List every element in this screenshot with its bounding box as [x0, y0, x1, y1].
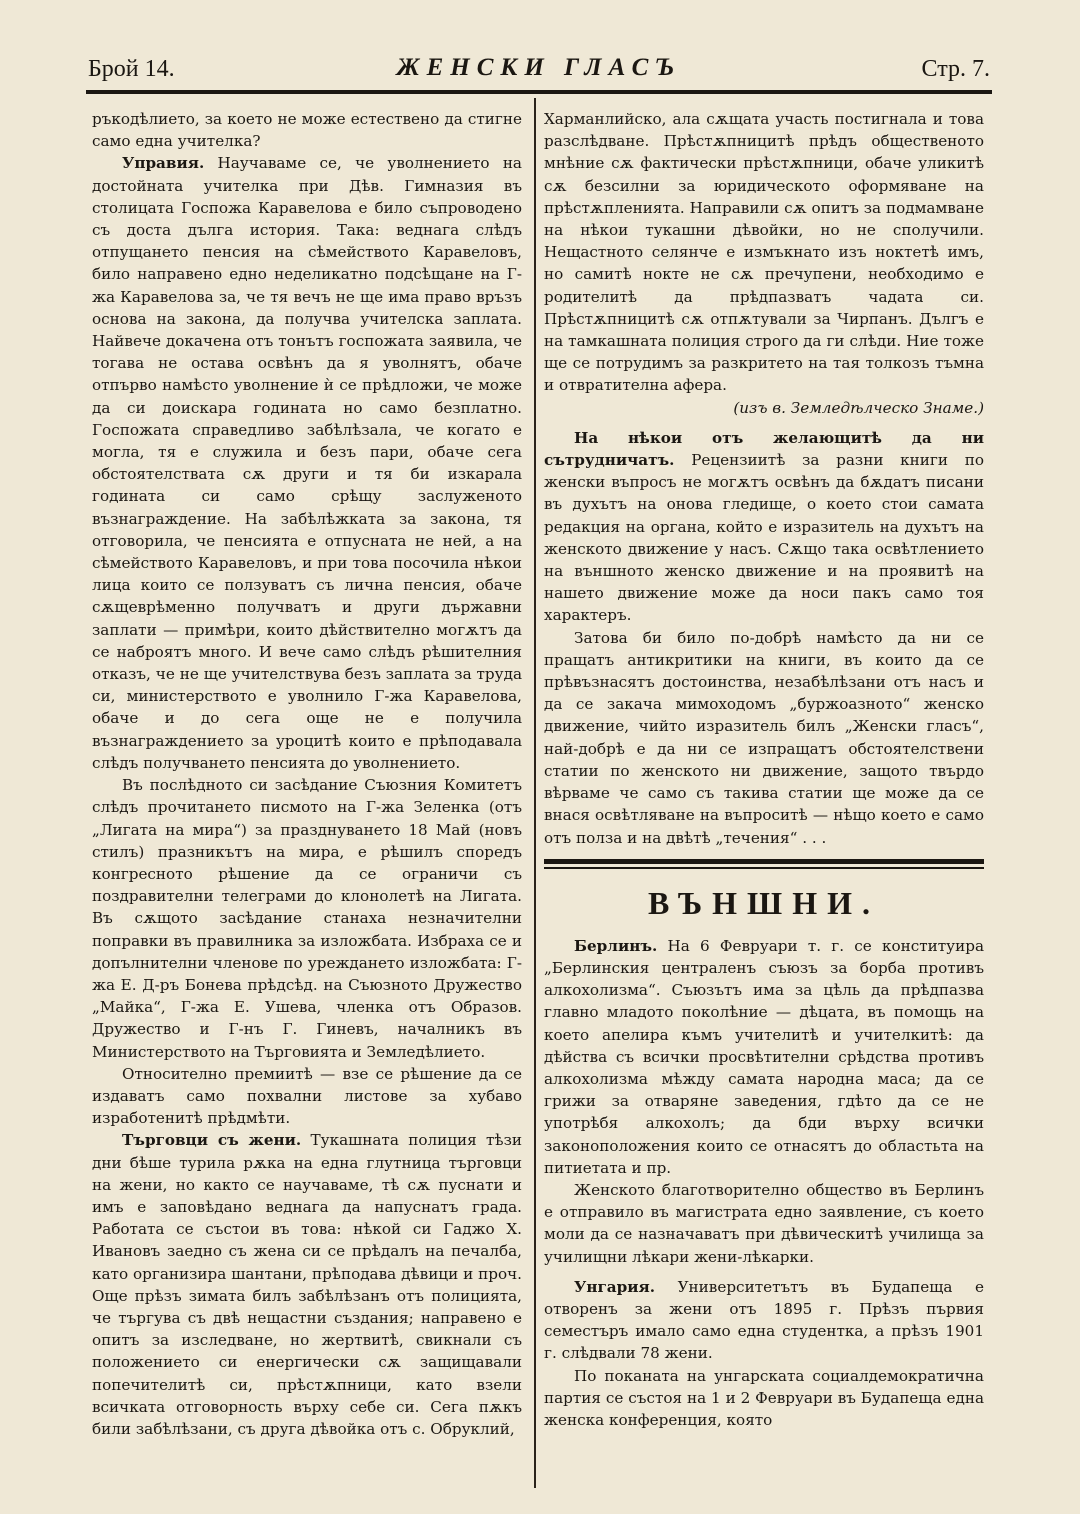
- page-number: Стр. 7.: [921, 56, 990, 82]
- paragraph: Унгария. Университетътъ въ Будапеща е отворенъ за жени отъ 1895 г. Прѣзъ първия семестъръ имало само една студентка, а прѣзъ 1901 г. слѣдвали 78 жени.: [544, 1277, 984, 1363]
- paragraph: Берлинъ. На 6 Февруари т. г. се конституира „Берлинския централенъ съюзъ за борба противъ алкохолизма“. Съюзътъ има за цѣль да прѣдпазва главно младото поколѣние — дѣцата, въ помощь на което апелира къмъ учителитѣ и учителкитѣ: да дѣйства съ всички просвѣтителни срѣдства противъ алкохолизма мѣжду самата народна маса; да се грижи за отваряне заведения, гдѣто да се не употрѣбя алкохолъ; да бди върху всички законоположения които се отнасятъ до областьта на питиетата и пр.: [544, 936, 984, 1177]
- paragraph: ръкодѣлието, за което не може естествено да стигне само една учителка?: [92, 110, 522, 151]
- header-rule: [86, 90, 992, 94]
- right-column: [544, 108, 984, 1431]
- paragraph: Въ послѣдното си засѣдание Съюзния Комитетъ слѣдъ прочитането писмото на Г-жа Зеленка (отъ „Лигата на мира“) за празднуването 18 Май (новъ стилъ) празникътъ на мира, е рѣшилъ споредъ конгресното рѣшение да се ограничи съ поздравителни телеграми до клонолетѣ на Лигата. Въ сѫщото засѣдание станаха незначителни поправки въ правилника за изложбата. Избраха се и допълнителни членове по уреждането изложбата: Г-жа Е. Д-ръ Бонева прѣдсѣд. на Съюзното Дружество „Майка“, Г-жа Е. Ушева, членка отъ Образов. Дружество и Г-нъ Г. Гиневъ, началникъ въ Министерството на Търговията и Земледѣлието.: [92, 776, 522, 1061]
- paragraph: Харманлийско, ала сѫщата участь постигнала и това разслѣдване. Прѣстѫпницитѣ прѣдъ общественото мнѣние сѫ фактически прѣстѫпници, обаче уликитѣ сѫ безсилни за юридическото оформяване на прѣстѫпленията. Направили сѫ опитъ за подмамване на нѣкои тукашни дѣвойки, но не сполучили. Нещастното селянче е измъкнато изъ ноктетѣ имъ, но самитѣ нокте не сѫ пречупени, необходимо е родителитѣ да прѣдпазватъ чадата си. Прѣстѫпницитѣ сѫ отпѫтували за Чирпанъ. Дългъ е на тамкашната полиция строго да ги слѣди. Ние тоже ще се потрудимъ за разкритето на тая толкозъ тъмна и отвратителна афера.: [544, 110, 984, 395]
- issue-number: Брой 14.: [88, 56, 175, 82]
- run-in-title: Берлинъ.: [574, 936, 658, 955]
- page-header: [88, 52, 990, 88]
- paragraph: По поканата на унгарската социалдемократична партия се състоя на 1 и 2 Февруари въ Будапеща една женска конференция, която: [544, 1366, 984, 1429]
- section-divider: [544, 859, 984, 869]
- paragraph: На нѣкои отъ желающитѣ да ни сътрудничатъ. Рецензиитѣ за разни книги по женски въпросъ не могѫтъ освѣнъ да бѫдатъ писани въ духътъ на онова гледище, о което стои самата редакция на органа, който е изразитель на духътъ на женското движение у насъ. Сѫщо така освѣтлението на външното женско движение и на проявитѣ на нашето движение може да носи пакъ само тоя характеръ.: [544, 428, 984, 625]
- paragraph: Търговци съ жени. Тукашната полиция тѣзи дни бѣше турила рѫка на една глутница търговци на жени, но както се научаваме, тѣ сѫ пуснати и имъ е заповѣдано веднага да напуснатъ града. Работата се състои въ това: нѣкой си Гаджо Х. Ивановъ заедно съ жена си се прѣдалъ на печалба, като организира шантани, прѣподава дѣвици и проч. Още прѣзъ зимата билъ забѣлѣзанъ отъ полицията, че търгува съ двѣ нещастни създания; направено е опитъ за изследване, но жертвитѣ, свикнали съ положението си енергически сѫ защищавали попечителитѣ си, прѣстѫпници, като взели всичката отговорность върху себе си. Сега пѫкъ били забѣлѣзани, съ друга дѣвойка отъ с. Обруклий,: [92, 1131, 523, 1438]
- column-divider: [534, 98, 536, 1488]
- paragraph: Женското благотворително общество въ Берлинъ е отправило въ магистрата едно заявление, съ което моли да се назначаватъ при дѣвическитѣ училища за училищни лѣкари жени-лѣкарки.: [544, 1180, 984, 1266]
- masthead-title: ЖЕНСКИ ГЛАСЪ: [396, 54, 682, 81]
- run-in-title: На нѣкои отъ желающитѣ да ни сътрудничатъ.: [544, 428, 984, 470]
- paragraph: Относително премиитѣ — взе се рѣшение да се издаватъ само похвални листове за хубаво изработенитѣ прѣдмѣти.: [92, 1064, 522, 1128]
- paragraph: Управия. Научаваме се, че уволнението на достойната учителка при Дѣв. Гимназия въ столицата Госпожа Каравелова е било съпроводено съ доста дълга история. Така: веднага слѣдъ отпущането пенсия на сѣмейството Каравеловъ, било направено едно неделикатно подсѣщане на Г-жа Каравелова за, че тя вечъ не ще има право връзъ основа на закона, да получва учителска заплата. Найвече докачена отъ тонътъ госпожата заявила, че тогава не остава освѣнъ да я уволнятъ, обаче отпърво намѣсто уволнение ѝ се прѣдложи, че може да си доискара годината но само безплатно. Госпожата справедливо забѣлѣзала, че когато е могла, тя е служила и безъ пари, обаче сега обстоятелствата сѫ други и тя би изкарала годината си само срѣщу заслуженото възнаграждение. На забѣлѣжката за закона, тя отговорила, че пенсията е отпусната не ней, а на сѣмейството Каравеловъ, и при това посочила нѣкои лица които се ползуватъ съ лична пенсия, обаче сѫщеврѣменно получватъ и други държавни заплати — примѣри, които дѣйствително могѫтъ да се нaброятъ много. И вече само слѣдъ рѣшителния отказъ, че не ще учителствува безъ заплата за труда си, министерството е уволнило Г-жа Каравелова, обаче и до сега още не е получила възнаграждението за урoцитѣ които е прѣподавала слѣдъ получването пенсията до уволнението.: [92, 154, 522, 772]
- run-in-title: Управия.: [122, 154, 205, 173]
- left-column: [92, 108, 522, 1440]
- run-in-title: Унгария.: [574, 1277, 655, 1296]
- section-title: ВЪНШНИ.: [648, 884, 880, 921]
- source-attribution: (изъ в. Земледѣлческо Знаме.): [733, 398, 984, 417]
- run-in-title: Търговци съ жени.: [122, 1131, 302, 1150]
- paragraph: Затова би било по-добрѣ намѣсто да ни се пращатъ антикритики на книги, въ които да се прѣвъзнасятъ достоинства, незабѣлѣзани отъ насъ и да се закача мимоходомъ „буржоазното“ женско движение, чийто изразитель билъ „Женски гласъ“, най-добрѣ е да ни се изпращатъ обстоятелствени статии по женското ни движение, защото твърдо вѣрваме че само съ такива статии ще може да се внася освѣтляване на въпроситѣ — нѣщо което е само отъ полза и на двѣтѣ „течения“ . . .: [544, 628, 984, 847]
